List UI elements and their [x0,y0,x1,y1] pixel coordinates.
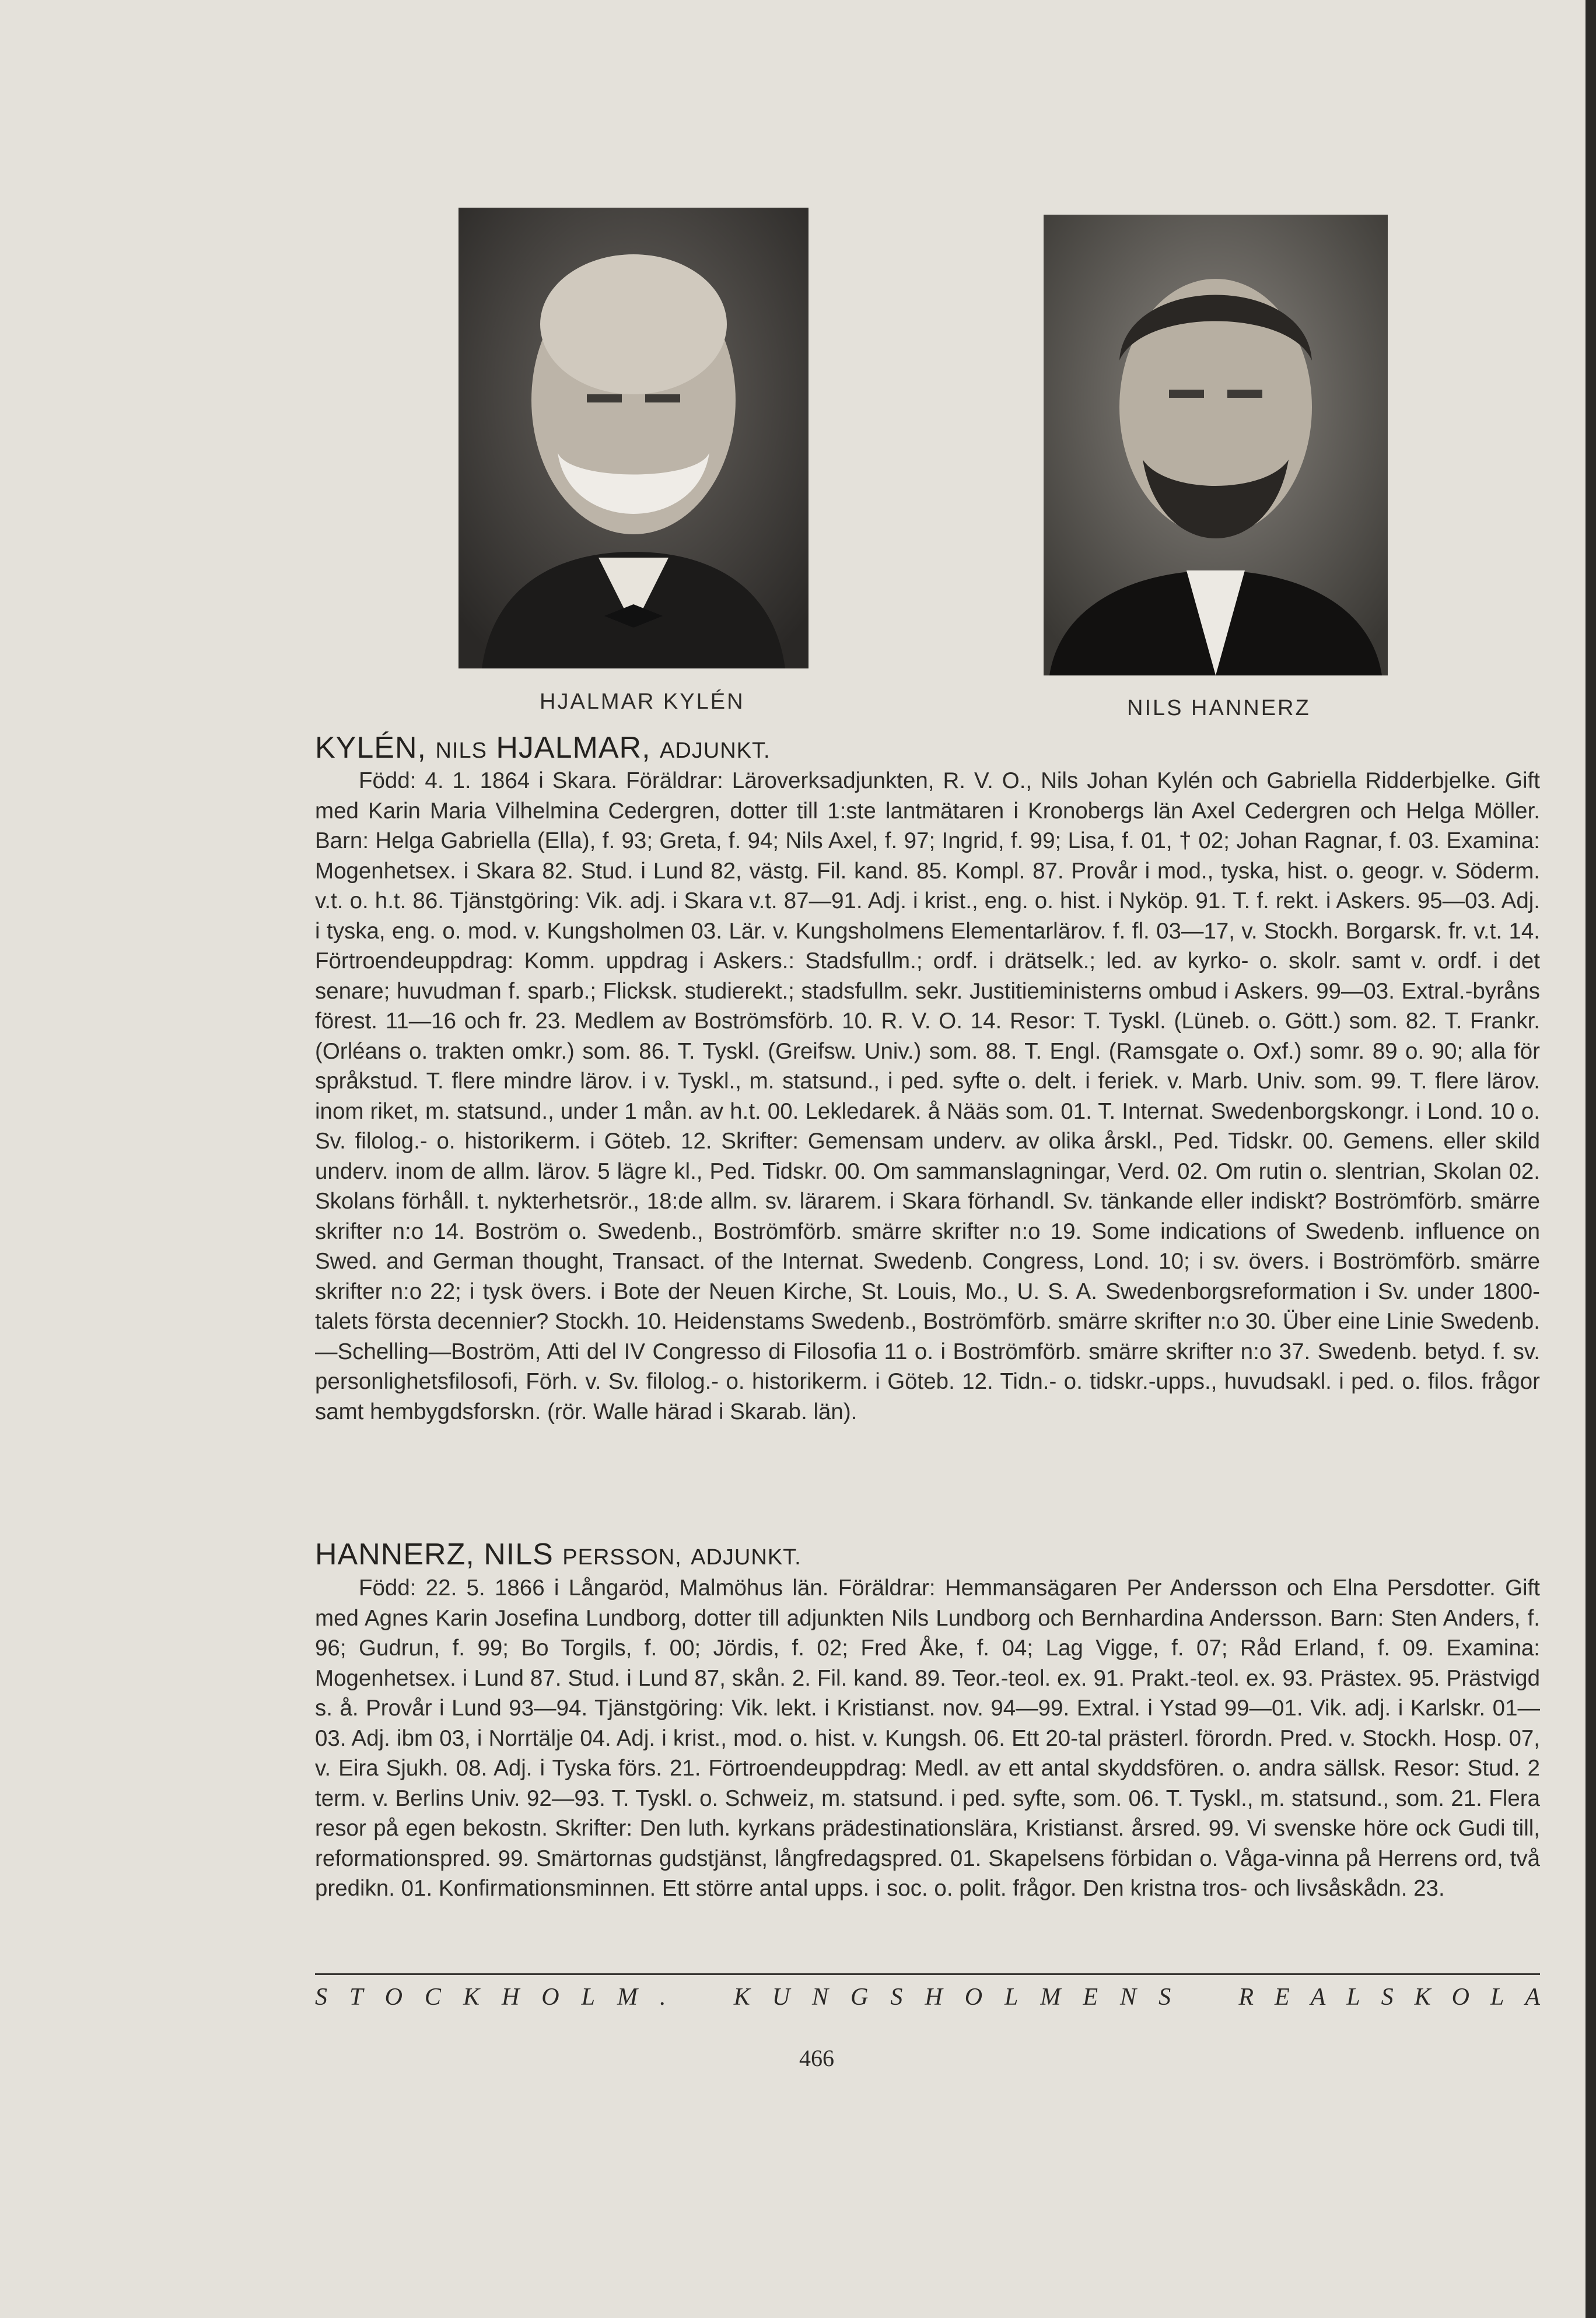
portrait-kylen [459,208,808,668]
title: ADJUNKT. [691,1545,802,1570]
entry-body-kylen [315,766,1540,1427]
entry-heading-hannerz [315,1537,1540,1572]
given-name-large: HJALMAR, [496,731,651,765]
surname: HANNERZ, NILS [315,1538,554,1571]
footer-rule [315,1973,1540,1975]
entry-text-hannerz: Född: 22. 5. 1866 i Långaröd, Malmöhus län. Föräldrar: Hemmansägaren Per Andersson och Elna Persdotter. Gift med Agnes Karin Josefina Lundborg, dotter till adjunkten Nils Lundborg och Bernhardina Andersson. Barn: Sten Anders, f. 96; Gudrun, f. 99; Bo Torgils, f. 00; Jördis, f. 02; Fred Åke, f. 04; Lag Vigge, f. 07; Råd Erland, f. 09. Examina: Mogenhetsex. i Lund 87. Stud. i Lund 87, skån. 2. Fil. kand. 89. Teor.-teol. ex. 91. Prakt.-teol. ex. 93. Prästex. 95. Prästvigd s. å. Provår i Lund 93—94. Tjänstgöring: Vik. lekt. i Kristianst. nov. 94—99. Extral. i Ystad 99—01. Vik. adj. i Karlskr. 01—03. Adj. ibm 03, i Norrtälje 04. Adj. i krist., mod. o. hist. v. Kungsh. 06. Ett 20-tal prästerl. förordn. Pred. v. Stockh. Hosp. 07, v. Eira Sjukh. 08. Adj. i Tyska förs. 21. Förtroendeuppdrag: Medl. av ett antal skyddsfören. o. andra sällsk. Resor: Stud. 2 term. v. Berlins Univ. 92—93. T. Tyskl. o. Schweiz, m. statsund. i ped. syfte, som. 06. T. Tyskl., m. statsund., som. 21. Flera resor på egen bekostn. Skrifter: Den luth. kyrkans prädestinationslära, Kristianst. årsred. 99. Vi svenske höre ock Gudi till, reformationspred. 99. Smärtornas gudstjänst, långfredagspred. 01. Skapelsens förbidan o. Våga-vinna på Herrens ord, två predikn. 01. Konfirmationsminnen. Ett större antal upps. i soc. o. polit. frågor. Den kristna tros- och livsåskådn. 23. [315,1575,1540,1901]
entry-text-kylen: Född: 4. 1. 1864 i Skara. Föräldrar: Läroverksadjunkten, R. V. O., Nils Johan Kylén och Gabriella Ridderbjelke. Gift med Karin Maria Vilhelmina Cedergren, dotter till 1:ste lantmätaren i Kronobergs län Axel Cedergren och Helga Möller. Barn: Helga Gabriella (Ella), f. 93; Greta, f. 94; Nils Axel, f. 97; Ingrid, f. 99; Lisa, f. 01, † 02; Johan Ragnar, f. 03. Examina: Mogenhetsex. i Skara 82. Stud. i Lund 82, västg. Fil. kand. 85. Kompl. 87. Provår i mod., tyska, hist. o. geogr. v. Söderm. v.t. o. h.t. 86. Tjänstgöring: Vik. adj. i Skara v.t. 87—91. Adj. i krist., eng. o. hist. i Nyköp. 91. T. f. rekt. i Askers. 95—03. Adj. i tyska, eng. o. mod. v. Kungsholmen 03. Lär. v. Kungsholmens Elementarlärov. f. fl. 03—17, v. Stockh. Borgarsk. fr. v.t. 14. Förtroendeuppdrag: Komm. uppdrag i Askers.: Stadsfullm.; ordf. i drätselk.; led. av kyrko- o. skolr. samt v. ordf. i det senare; huvudman f. sparb.; Flicksk. studierekt.; stadsfullm. sekr. Justitieministerns ombud i Askers. 99—03. Extral.-byråns förest. 11—16 och fr. 23. Medlem av Boströmsförb. 10. R. V. O. 14. Resor: T. Tyskl. (Lüneb. o. Gött.) som. 82. T. Frankr. (Orléans o. trakten omkr.) som. 86. T. Tyskl. (Greifsw. Univ.) som. 88. T. Engl. (Ramsgate o. Oxf.) somr. 89 o. 90; alla för språkstud. T. flere mindre lärov. i v. Tyskl., m. statsund., i ped. syfte o. delt. i feriek. v. Marb. Univ. som. 99. T. flere lärov. inom riket, m. statsund., under 1 mån. av h.t. 00. Lekledarek. å Nääs som. 01. T. Internat. Swedenborgskongr. i Lond. 10 o. Sv. filolog.- o. historikerm. i Göteb. 12. Skrifter: Gemensam underv. av olika årskl., Ped. Tidskr. 00. Gemens. eller skild underv. inom de allm. lärov. 5 lägre kl., Ped. Tidskr. 00. Om sammanslagningar, Verd. 02. Om rutin o. slentrian, Skolan 02. Skolans förhåll. t. nykterhetsrör., 18:de allm. sv. lärarem. i Skara förhandl. Sv. tänkande eller indiskt? Boströmförb. smärre skrifter n:o 14. Boström o. Swedenb., Boströmförb. smärre skrifter n:o 19. Some indications of Swedenb. influence on Swed. and German thought, Transact. of the Internat. Swedenb. Congress, Lond. 10; i sv. övers. i Boströmförb. smärre skrifter n:o 22; i tysk övers. i Bote der Neuen Kirche, St. Louis, Mo., U. S. A. Swedenborgsreformation i Sv. under 1800-talets första decennier? Stockh. 10. Heidenstams Swedenb., Boströmförb. smärre skrifter n:o 30. Über eine Linie Swedenb.—Schelling—Boström, Atti del IV Congresso di Filosofia 11 o. i Boströmförb. smärre skrifter n:o 37. Swedenb. betyd. f. sv. personlighetsfilosofi, Förh. v. Sv. filolog.- o. historikerm. i Göteb. 12. Tidn.- o. tidskr.-upps., huvudsakl. i ped. o. filos. frågor samt hembygdsforskn. (rör. Walle härad i Skarab. län). [315,768,1540,1424]
entry-heading-kylen [315,730,1540,765]
footer-school-name: KUNGSHOLMENS [733,1984,1194,2011]
given-name-small: NILS [435,738,487,763]
page-number: 466 [799,2045,834,2071]
page-edge-shadow [1586,0,1596,2318]
given-name-small: PERSSON, [562,1545,682,1570]
caption-hannerz: NILS HANNERZ [1127,696,1311,720]
portrait-hannerz [1044,215,1388,675]
title: ADJUNKT. [659,738,771,763]
caption-kylen: HJALMAR KYLÉN [540,689,745,714]
footer-school-type: REALSKOLA [1238,1984,1561,2011]
portrait-hannerz-image [1044,215,1388,675]
entry-body-hannerz [315,1573,1540,1904]
surname: KYLÉN, [315,731,426,765]
portrait-kylen-image [459,208,808,668]
running-footer [315,1983,1561,2011]
footer-city: STOCKHOLM. [315,1984,688,2011]
